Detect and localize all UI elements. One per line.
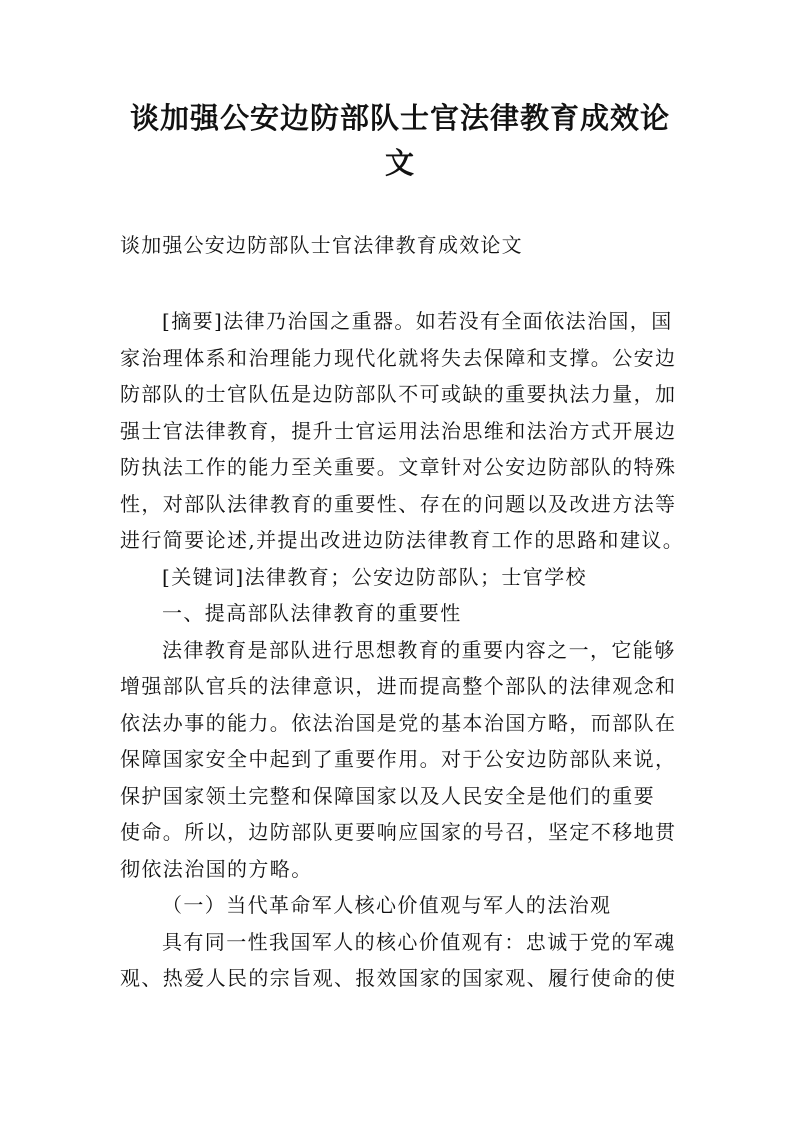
text-line: 法律教育是部队进行思想教育的重要内容之一，它能够 (162, 637, 676, 662)
keywords-line (120, 559, 690, 596)
abstract-paragraph (120, 303, 690, 340)
section-paragraph-continued (120, 668, 690, 887)
text-line: 彻依法治国的方略。 (120, 856, 313, 881)
text-line: 观、热爱人民的宗旨观、报效国家的国家观、履行使命的使 (120, 966, 677, 990)
text-line: [摘要]法律乃治国之重器。如若没有全面依法治国，国 (162, 309, 673, 333)
abstract-paragraph-continued (120, 340, 690, 559)
subsection-paragraph-continued (120, 960, 690, 997)
text-line: 性，对部队法律教育的重要性、存在的问题以及改进方法等 (120, 491, 677, 516)
text-line: 保护国家领土完整和保障国家以及人民安全是他们的重要 (120, 783, 655, 808)
text-line: 一、提高部队法律教育的重要性 (162, 601, 462, 625)
text-line: [关键词]法律教育；公安边防部队；士官学校 (162, 564, 588, 589)
subsection-heading (120, 887, 690, 924)
text-line: 防执法工作的能力至关重要。文章针对公安边防部队的特殊 (120, 455, 677, 479)
text-line: 保障国家安全中起到了重要作用。对于公安边防部队来说， (120, 747, 677, 771)
document-body (120, 303, 690, 997)
subsection-paragraph (120, 924, 690, 961)
text-line: 依法办事的能力。依法治国是党的基本治国方略，而部队在 (120, 710, 677, 735)
text-line: 使命。所以，边防部队更要响应国家的号召，坚定不移地贯 (120, 820, 677, 844)
title-line: 谈加强公安边防部队士官法律教育成效论 (129, 101, 670, 135)
document-subtitle: 谈加强公安边防部队士官法律教育成效论文 (120, 233, 523, 257)
section-heading (120, 595, 690, 632)
text-line: 强士官法律教育，提升士官运用法治思维和法治方式开展边 (120, 418, 677, 443)
document-title (110, 96, 690, 186)
text-line: 家治理体系和治理能力现代化就将失去保障和支撑。公安边 (120, 345, 677, 370)
text-line: （一）当代革命军人核心价值观与军人的法治观 (162, 893, 612, 917)
text-line: 进行简要论述,并提出改进边防法律教育工作的思路和建议。 (120, 528, 685, 552)
text-line: 防部队的士官队伍是边防部队不可或缺的重要执法力量，加 (120, 382, 677, 406)
title-line: 文 (384, 146, 415, 180)
section-paragraph (120, 632, 690, 669)
text-line: 具有同一性我国军人的核心价值观有：忠诚于党的军魂 (162, 929, 676, 954)
text-line: 增强部队官兵的法律意识，进而提高整个部队的法律观念和 (120, 674, 677, 698)
